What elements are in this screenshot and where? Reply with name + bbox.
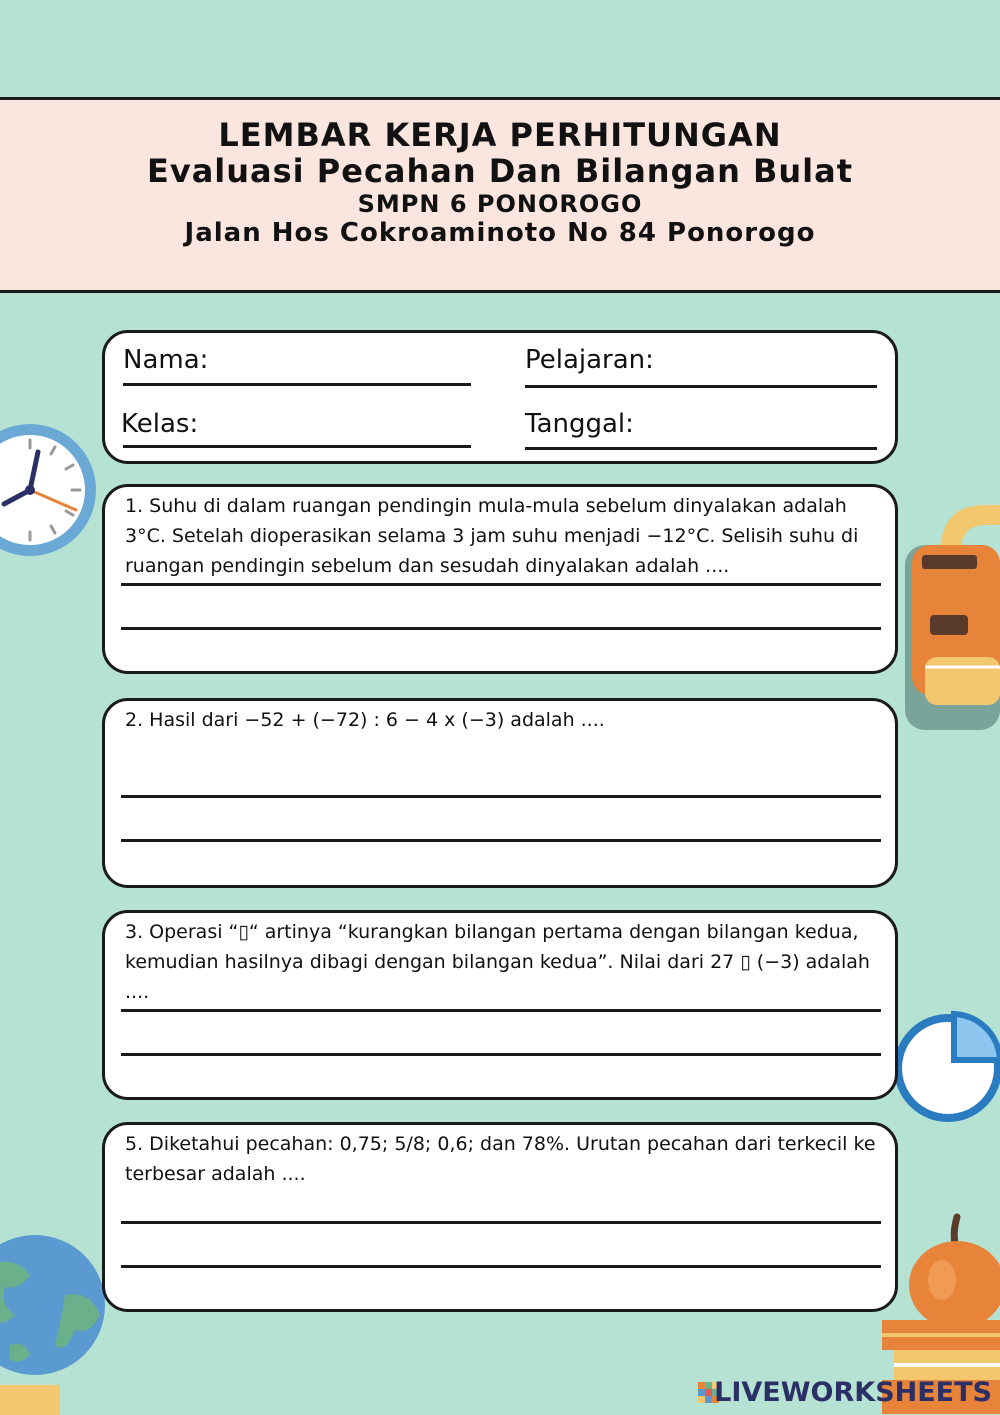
liveworksheets-brand[interactable]: LIVEWORKSHEETS bbox=[714, 1377, 992, 1408]
clock-icon bbox=[0, 420, 100, 560]
nama-label: Nama: bbox=[123, 345, 209, 375]
answer-line-2a[interactable] bbox=[121, 795, 881, 798]
question-box-3 bbox=[102, 910, 898, 1100]
question-text-2: 2. Hasil dari −52 + (−72) : 6 − 4 x (−3) adalah .... bbox=[125, 709, 605, 731]
nama-input-line[interactable] bbox=[123, 383, 471, 386]
student-info-box bbox=[102, 330, 898, 464]
question-box-2 bbox=[102, 698, 898, 888]
school-name: SMPN 6 PONOROGO bbox=[357, 190, 643, 218]
pie-chart-icon bbox=[890, 1010, 1000, 1122]
question-box-1 bbox=[102, 484, 898, 674]
pelajaran-input-line[interactable] bbox=[525, 385, 877, 388]
worksheet-header bbox=[0, 97, 1000, 293]
question-text-3: 3. Operasi “▯“ artinya “kurangkan bilangan pertama dengan bilangan kedua, kemudian hasilnya dibagi dengan bilangan kedua”. Nilai dari 27 ▯ (−3) adalah .... bbox=[125, 921, 870, 1003]
answer-line-3a[interactable] bbox=[121, 1009, 881, 1012]
pelajaran-label: Pelajaran: bbox=[525, 345, 654, 375]
question-box-5 bbox=[102, 1122, 898, 1312]
tanggal-label: Tanggal: bbox=[525, 409, 634, 439]
worksheet-title: LEMBAR KERJA PERHITUNGAN bbox=[218, 116, 782, 154]
answer-line-5a[interactable] bbox=[121, 1221, 881, 1224]
question-text-5: 5. Diketahui pecahan: 0,75; 5/8; 0,6; dan 78%. Urutan pecahan dari terkecil ke terbesar adalah .... bbox=[125, 1133, 876, 1185]
kelas-label: Kelas: bbox=[121, 409, 199, 439]
answer-line-1a[interactable] bbox=[121, 583, 881, 586]
answer-line-5b[interactable] bbox=[121, 1265, 881, 1268]
school-address: Jalan Hos Cokroaminoto No 84 Ponorogo bbox=[184, 218, 816, 248]
worksheet-subtitle: Evaluasi Pecahan Dan Bilangan Bulat bbox=[146, 152, 854, 190]
kelas-input-line[interactable] bbox=[123, 445, 471, 448]
globe-icon bbox=[0, 1235, 110, 1415]
answer-line-2b[interactable] bbox=[121, 839, 881, 842]
question-text-1: 1. Suhu di dalam ruangan pendingin mula-mula sebelum dinyalakan adalah 3°C. Setelah dioperasikan selama 3 jam suhu menjadi −12°C. Selisih suhu di ruangan pendingin sebelum dan sesudah dinyalakan adalah .... bbox=[125, 495, 859, 577]
answer-line-1b[interactable] bbox=[121, 627, 881, 630]
backpack-icon bbox=[900, 495, 1000, 735]
tanggal-input-line[interactable] bbox=[525, 447, 877, 450]
answer-line-3b[interactable] bbox=[121, 1053, 881, 1056]
